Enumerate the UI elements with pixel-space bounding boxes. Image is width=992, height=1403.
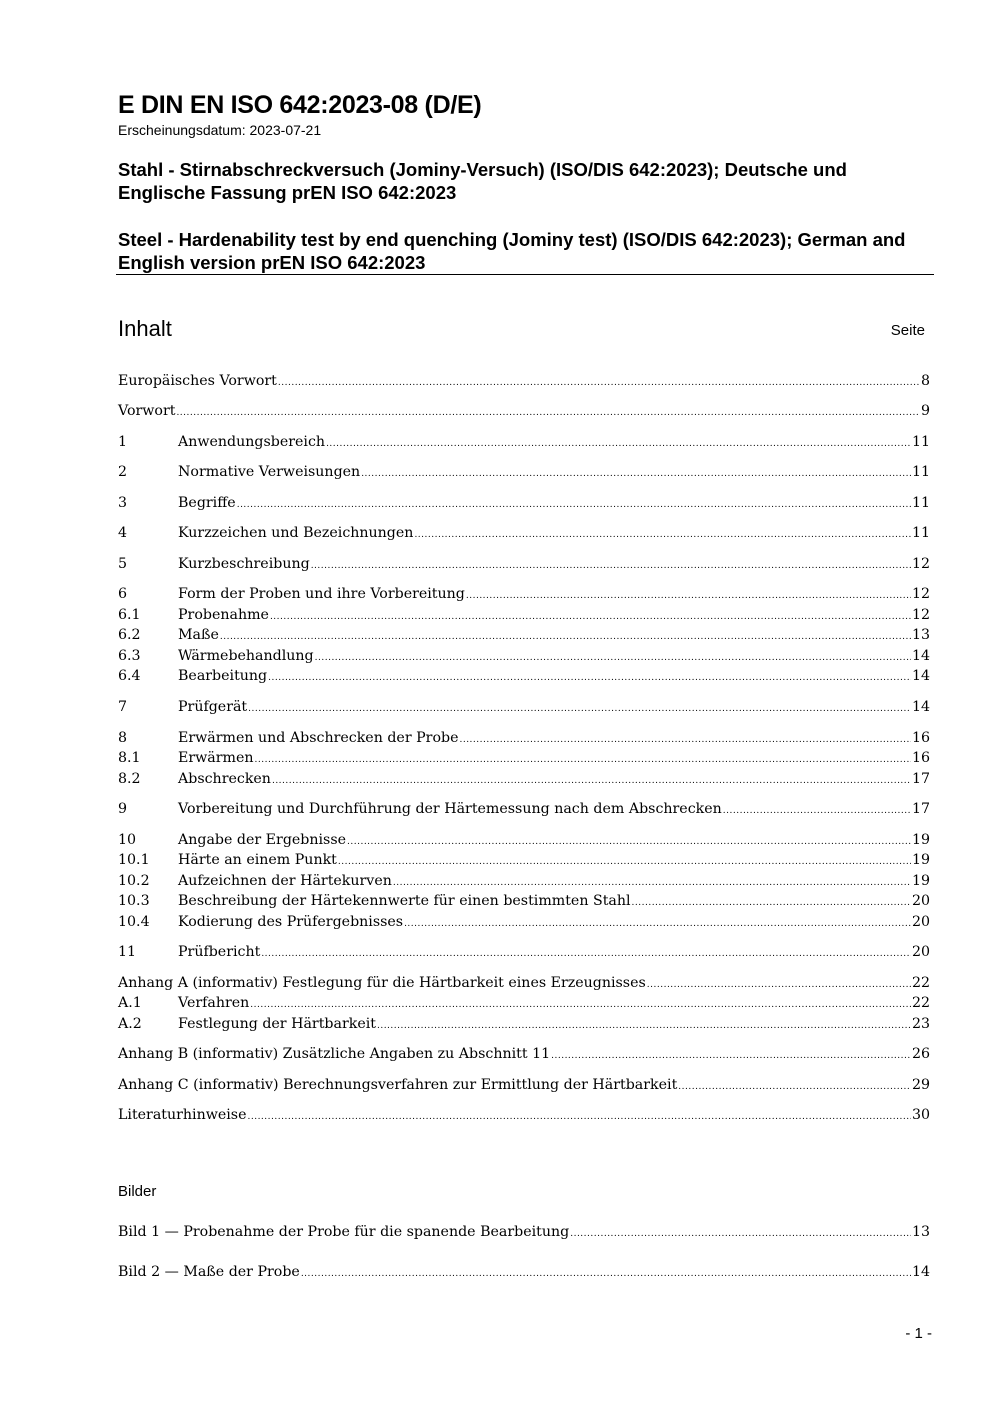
toc-entry-page: 9	[920, 403, 930, 419]
toc-entry-page: 14	[911, 668, 930, 684]
german-title: Stahl - Stirnabschreckversuch (Jominy-Versuch) (ISO/DIS 642:2023); Deutsche und Englische Fassung prEN ISO 642:2023	[118, 159, 847, 203]
toc-entry-label: Probenahme	[178, 607, 269, 623]
toc-entry[interactable]	[118, 625, 930, 645]
toc-heading: Inhalt	[118, 316, 172, 341]
toc-entry-label: Aufzeichnen der Härtekurven	[178, 873, 392, 889]
toc-entry[interactable]	[118, 666, 930, 686]
toc-entry-page: 23	[911, 1016, 930, 1032]
toc-entry-label: Angabe der Ergebnisse	[178, 832, 347, 848]
toc-entry[interactable]	[118, 432, 930, 452]
leader-dots	[268, 668, 911, 688]
toc-entry-number: 9	[118, 801, 128, 817]
toc-entry-label: Normative Verweisungen	[178, 464, 361, 480]
toc-entry-label: Kodierung des Prüfergebnisses	[178, 914, 404, 930]
toc-entry-label: Maße	[178, 627, 219, 643]
toc-entry-page: 19	[911, 852, 930, 868]
toc-entry-number: 10.2	[118, 873, 150, 889]
toc-entry-page: 26	[911, 1046, 930, 1062]
toc-entry-page: 11	[911, 495, 930, 511]
figure-entry[interactable]	[118, 1262, 930, 1282]
toc-entry[interactable]	[118, 748, 930, 768]
toc-entry[interactable]	[118, 1105, 930, 1125]
figure-entry-page: 14	[911, 1264, 930, 1280]
toc-entry[interactable]	[118, 769, 930, 789]
toc-page-column-label: Seite	[890, 322, 925, 339]
toc-entry-number: A.2	[118, 1016, 142, 1032]
toc-entry-page: 14	[911, 699, 930, 715]
toc-entry-number: 6.4	[118, 668, 141, 684]
leader-dots	[315, 648, 911, 668]
toc-entry-number: 6.3	[118, 648, 141, 664]
toc-entry[interactable]	[118, 799, 930, 819]
toc-entry-number: 1	[118, 434, 128, 450]
leader-dots	[301, 1264, 911, 1284]
toc-entry-page: 14	[911, 648, 930, 664]
leader-dots	[570, 1224, 911, 1244]
toc-entry-label: Anhang B (informativ) Zusätzliche Angaben zu Abschnitt 11	[118, 1046, 551, 1062]
toc-entry[interactable]	[118, 697, 930, 717]
toc-entry-label: Wärmebehandlung	[178, 648, 314, 664]
toc-entry-label: Begriffe	[178, 495, 236, 511]
figure-entry-label: Bild 1 — Probenahme der Probe für die spanende Bearbeitung	[118, 1224, 570, 1240]
leader-dots	[220, 627, 911, 647]
leader-dots	[678, 1077, 911, 1097]
leader-dots	[647, 975, 911, 995]
toc-entry-page: 30	[911, 1107, 930, 1123]
toc-entry-label: Europäisches Vorwort	[118, 373, 277, 389]
leader-dots	[250, 995, 911, 1015]
toc-entry[interactable]	[118, 891, 930, 911]
toc-entry-number: 8.2	[118, 771, 141, 787]
leader-dots	[248, 699, 911, 719]
toc-entry[interactable]	[118, 371, 930, 391]
toc-entry-page: 19	[911, 832, 930, 848]
title-divider	[116, 274, 934, 275]
toc-entry-number: 11	[118, 944, 137, 960]
toc-entry[interactable]	[118, 1075, 930, 1095]
leader-dots	[247, 1107, 910, 1127]
toc-entry[interactable]	[118, 973, 930, 993]
toc-entry-number: 6.2	[118, 627, 141, 643]
toc-entry[interactable]	[118, 605, 930, 625]
toc-entry-label: Form der Proben und ihre Vorbereitung	[178, 586, 465, 602]
leader-dots	[311, 556, 911, 576]
leader-dots	[551, 1046, 911, 1066]
figure-entry[interactable]	[118, 1222, 930, 1242]
toc-entry[interactable]	[118, 850, 930, 870]
toc-entry-number: 7	[118, 699, 128, 715]
toc-entry-page: 12	[911, 556, 930, 572]
toc-entry-number: 4	[118, 525, 128, 541]
toc-entry-label: Erwärmen	[178, 750, 254, 766]
toc-entry[interactable]	[118, 462, 930, 482]
toc-entry-label: Kurzbeschreibung	[178, 556, 310, 572]
leader-dots	[347, 832, 911, 852]
leader-dots	[261, 944, 911, 964]
leader-dots	[404, 914, 911, 934]
leader-dots	[723, 801, 911, 821]
toc-entry-number: 2	[118, 464, 128, 480]
toc-entry-page: 29	[911, 1077, 930, 1093]
toc-entry-page: 20	[911, 893, 930, 909]
toc-entry-label: Beschreibung der Härtekennwerte für einen bestimmten Stahl	[178, 893, 631, 909]
leader-dots	[393, 873, 911, 893]
toc-entry-label: Härte an einem Punkt	[178, 852, 337, 868]
toc-entry-page: 12	[911, 607, 930, 623]
toc-entry[interactable]	[118, 830, 930, 850]
toc-entry-label: Festlegung der Härtbarkeit	[178, 1016, 376, 1032]
leader-dots	[237, 495, 911, 515]
toc-entry-number: 8	[118, 730, 128, 746]
toc-entry[interactable]	[118, 871, 930, 891]
figure-entry-page: 13	[911, 1224, 930, 1240]
toc-entry-number: 10.3	[118, 893, 150, 909]
toc-entry-number: 10	[118, 832, 137, 848]
toc-entry-label: Literaturhinweise	[118, 1107, 247, 1123]
toc-entry[interactable]	[118, 1044, 930, 1064]
leader-dots	[361, 464, 911, 484]
toc-entry-page: 13	[911, 627, 930, 643]
toc-entry-label: Kurzzeichen und Bezeichnungen	[178, 525, 414, 541]
toc-entry-number: 5	[118, 556, 128, 572]
toc-entry-label: Vorbereitung und Durchführung der Härtemessung nach dem Abschrecken	[178, 801, 722, 817]
english-title: Steel - Hardenability test by end quenching (Jominy test) (ISO/DIS 642:2023); German and English version prEN ISO 642:2023	[118, 229, 906, 273]
leader-dots	[176, 403, 920, 423]
toc-entry-label: Anhang A (informativ) Festlegung für die Härtbarkeit eines Erzeugnisses	[118, 975, 646, 991]
toc-entry-page: 11	[911, 525, 930, 541]
toc-entry-number: 3	[118, 495, 128, 511]
toc-entry-page: 20	[911, 914, 930, 930]
toc-entry-label: Prüfgerät	[178, 699, 248, 715]
toc-entry[interactable]	[118, 523, 930, 543]
toc-entry[interactable]	[118, 1014, 930, 1034]
leader-dots	[459, 730, 910, 750]
toc-entry-label: Vorwort	[118, 403, 176, 419]
toc-entry-label: Anhang C (informativ) Berechnungsverfahren zur Ermittlung der Härtbarkeit	[118, 1077, 678, 1093]
toc-entry-label: Prüfbericht	[178, 944, 261, 960]
toc-entry-label: Anwendungsbereich	[178, 434, 326, 450]
toc-entry-label: Erwärmen und Abschrecken der Probe	[178, 730, 459, 746]
leader-dots	[632, 893, 911, 913]
toc-entry-number: A.1	[118, 995, 142, 1011]
toc-entry-number: 6.1	[118, 607, 141, 623]
toc-entry[interactable]	[118, 912, 930, 932]
toc-entry-page: 11	[911, 434, 930, 450]
toc-entry-page: 11	[911, 464, 930, 480]
toc-entry[interactable]	[118, 993, 930, 1013]
toc-entry[interactable]	[118, 493, 930, 513]
toc-entry-page: 19	[911, 873, 930, 889]
toc-entry-page: 22	[911, 975, 930, 991]
leader-dots	[270, 607, 911, 627]
toc-entry-label: Abschrecken	[178, 771, 271, 787]
toc-entry[interactable]	[118, 728, 930, 748]
toc-entry[interactable]	[118, 401, 930, 421]
toc-entry-label: Bearbeitung	[178, 668, 268, 684]
leader-dots	[278, 373, 920, 393]
toc-entry-number: 10.4	[118, 914, 150, 930]
toc-entry-label: Verfahren	[178, 995, 250, 1011]
leader-dots	[326, 434, 911, 454]
toc-entry-page: 12	[911, 586, 930, 602]
toc-entry-page: 8	[920, 373, 930, 389]
toc-entry[interactable]	[118, 942, 930, 962]
toc-entry-number: 10.1	[118, 852, 150, 868]
document-title: E DIN EN ISO 642:2023-08 (D/E)	[118, 91, 482, 119]
toc-entry-page: 16	[911, 730, 930, 746]
toc-entry-page: 17	[911, 771, 930, 787]
leader-dots	[272, 771, 911, 791]
toc-entry-page: 17	[911, 801, 930, 817]
page-number: - 1 -	[905, 1325, 932, 1342]
figure-entry-label: Bild 2 — Maße der Probe	[118, 1264, 300, 1280]
toc-entry-page: 20	[911, 944, 930, 960]
figures-heading: Bilder	[118, 1183, 157, 1200]
leader-dots	[377, 1016, 911, 1036]
toc-entry-number: 6	[118, 586, 128, 602]
leader-dots	[466, 586, 911, 606]
leader-dots	[255, 750, 911, 770]
leader-dots	[338, 852, 911, 872]
toc-entry-number: 8.1	[118, 750, 141, 766]
toc-entry-page: 16	[911, 750, 930, 766]
toc-entry[interactable]	[118, 554, 930, 574]
toc-entry-page: 22	[911, 995, 930, 1011]
publication-date: Erscheinungsdatum: 2023-07-21	[118, 122, 322, 138]
leader-dots	[414, 525, 911, 545]
toc-entry[interactable]	[118, 584, 930, 604]
toc-entry[interactable]	[118, 646, 930, 666]
